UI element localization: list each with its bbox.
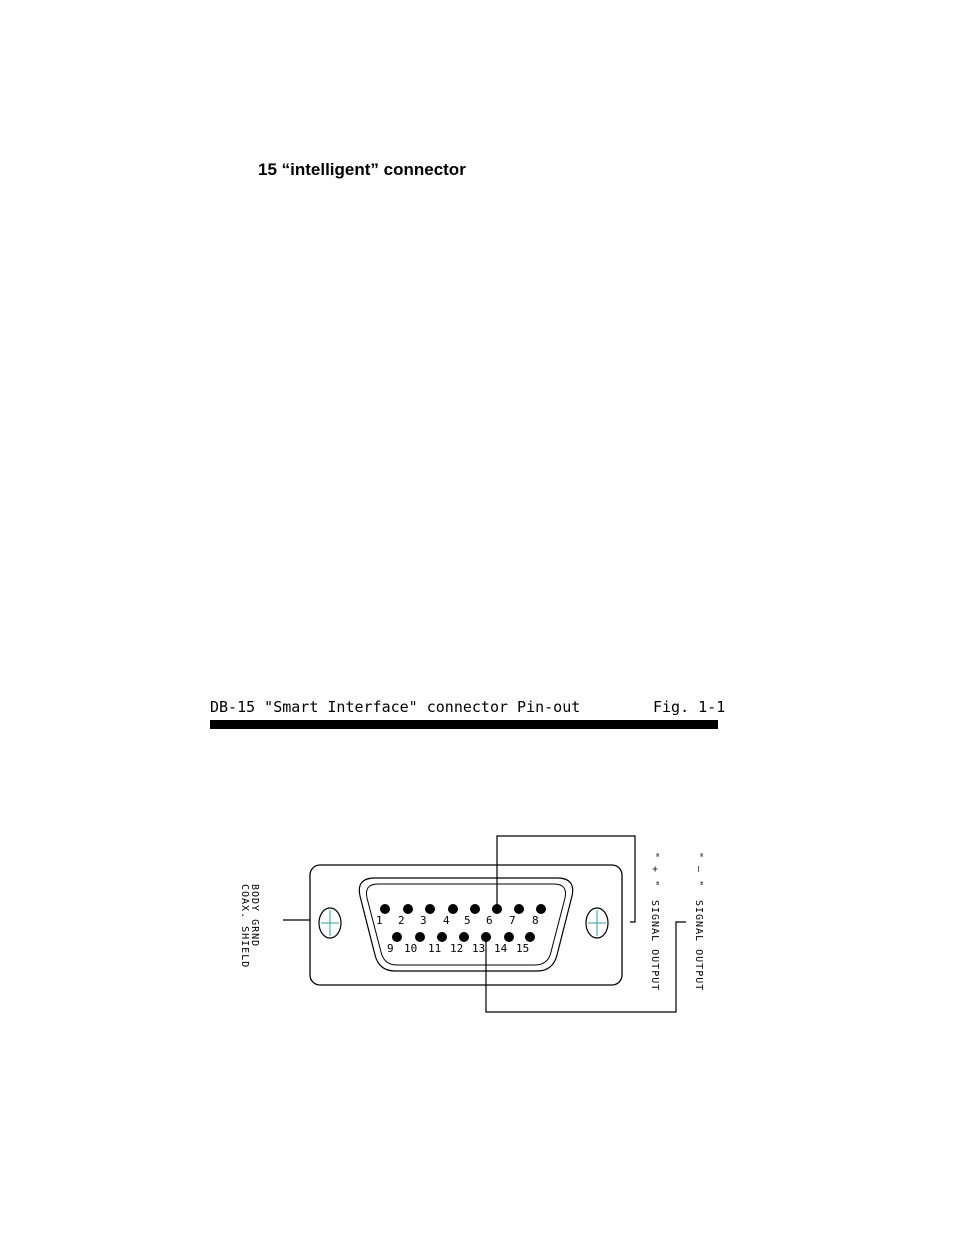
pin-label-12: 12: [450, 942, 464, 955]
pin-label-6: 6: [486, 914, 493, 927]
pin-5: [470, 904, 480, 914]
title-rule: [210, 720, 718, 729]
pin-8: [536, 904, 546, 914]
pin-label-1: 1: [376, 914, 383, 927]
pin-label-13: 13: [472, 942, 486, 955]
signal-minus-label-group: [693, 852, 704, 991]
figure-number: Fig. 1-1: [653, 698, 726, 716]
figure-title: DB-15 "Smart Interface" connector Pin-out: [210, 698, 581, 716]
pin-3: [425, 904, 435, 914]
pin-label-11: 11: [428, 942, 442, 955]
pin-label-4: 4: [443, 914, 450, 927]
pin-label-2: 2: [398, 914, 405, 927]
section-heading: 15 “intelligent” connector: [258, 160, 466, 179]
pin-label-9: 9: [387, 942, 394, 955]
pin-10: [415, 932, 425, 942]
pin-12: [459, 932, 469, 942]
pin-label-3: 3: [420, 914, 427, 927]
pin-9: [392, 932, 402, 942]
signal-minus-label: SIGNAL OUTPUT: [693, 900, 704, 992]
signal-plus-label-group: [649, 852, 660, 991]
pin-label-7: 7: [509, 914, 516, 927]
pin-1: [380, 904, 390, 914]
pin-labels-top: [376, 914, 539, 927]
signal-minus-sign: " – ": [693, 852, 704, 888]
pin-14: [504, 932, 514, 942]
pin-row-top: [380, 904, 546, 914]
ground-label-group: [239, 884, 260, 968]
pinout-figure: [200, 690, 730, 1030]
pin-15: [525, 932, 535, 942]
db15-pinout-diagram: [200, 690, 730, 1030]
pin-11: [437, 932, 447, 942]
pin-label-10: 10: [404, 942, 418, 955]
signal-plus-label: SIGNAL OUTPUT: [649, 900, 660, 992]
pin-row-bottom: [392, 932, 535, 942]
pin-labels-bottom: [387, 942, 529, 955]
pin-label-5: 5: [464, 914, 471, 927]
mounting-hole-left: [319, 908, 341, 938]
pin-label-8: 8: [532, 914, 539, 927]
pin-7: [514, 904, 524, 914]
body-grnd-label: BODY GRND: [249, 884, 260, 948]
pin-label-14: 14: [494, 942, 508, 955]
pin-2: [403, 904, 413, 914]
signal-plus-sign: " + ": [649, 852, 660, 888]
coax-shield-label: COAX. SHIELD: [239, 884, 250, 969]
mounting-hole-right: [586, 908, 608, 938]
pin-label-15: 15: [516, 942, 530, 955]
pin-4: [448, 904, 458, 914]
